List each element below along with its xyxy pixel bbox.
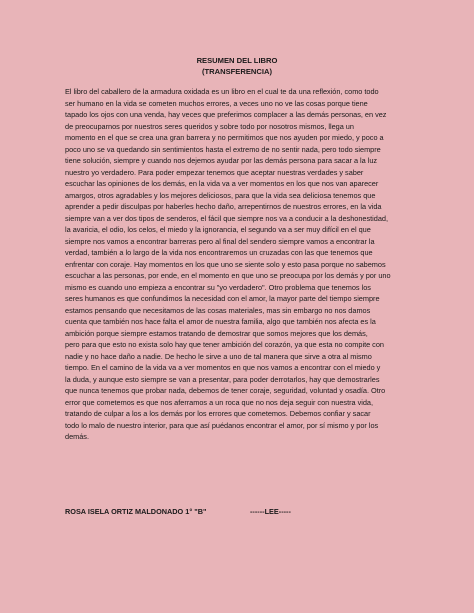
text-line: siempre van a ver dos tipos de senderos, el fácil que siempre nos va a conducir a la deshonestidad, — [65, 213, 388, 223]
text-line: escuchar a las personas, por ende, en el momento en que uno se preocupa por los demás y por uno — [65, 271, 391, 280]
text-line: poco uno se va quedando sin sentimientos hasta el extremo de no sentir nada, pero todo siempre — [65, 144, 381, 154]
text-line: mismo es cuando uno empieza a encontrar su "yo verdadero". Otro problema que tenemos los — [65, 282, 371, 292]
text-line: ambición porque siempre estamos tratando de demostrar que somos mejores que los demás, — [65, 328, 368, 338]
document-subtitle: (TRANSFERENCIA) — [201, 67, 273, 76]
text-line: estamos pensando que necesitamos de las cosas materiales, mas sin embargo no nos damos — [65, 305, 371, 315]
text-line: ser humano en la vida se cometen muchos errores, a veces uno no ve las cosas porque tiene — [65, 98, 368, 108]
text-line: error que cometemos es que nos aferramos a un roca que no nos deja seguir con nuestra vida, — [65, 397, 374, 407]
text-line: aprender a pedir disculpas por haberles hecho daño, arrepentirnos de nuestros errores, en la vida — [65, 202, 382, 211]
text-line: la avaricia, el odio, los celos, el miedo y la ignorancia, el segundo va a ser muy difícil en el que — [65, 225, 371, 234]
text-line: siempre nos vamos a encontrar barreras pero al final del sendero siempre vamos a encontrar la — [65, 236, 375, 246]
text-line: tiene solución, siempre y cuando nos dejemos ayudar por las demás persona para sacar a la luz — [65, 156, 378, 165]
text-line: nuestro yo verdadero. Para poder empezar tenemos que aceptar nuestras verdades y saber — [65, 167, 364, 177]
text-line: enfrentar con coraje. Hay momentos en los que uno se siente solo y esto pasa porque no sabemos — [65, 259, 386, 269]
text-line: amargos, otros agradables y los mejores deliciosos, para que la vida sea deliciosa tenemos que — [65, 190, 376, 200]
text-line: momento en el que se crea una gran barrera y no permitimos que nos ayuden por miedo, y poco a — [65, 133, 384, 142]
text-line: de preocuparnos por nuestros seres queridos y sobre todo por nosotros mismos, llega un — [65, 121, 354, 131]
text-line: El libro del caballero de la armadura oxidada es un libro en el cual te da una reflexión, como todo — [65, 87, 379, 96]
text-line: nadie y no hace daño a nadie. De hecho le sirve a uno de tal manera que sirve a otra al mismo — [65, 351, 372, 361]
document-title: RESUMEN DEL LIBRO — [196, 56, 278, 65]
summary-body — [65, 86, 425, 443]
text-line: verdad, también a lo largo de la vida nos encontraremos un cruzadas con las que tenemos que — [65, 248, 373, 257]
text-line: tapado los ojos con una venda, hay veces que preferimos complacer a las demás personas, en vez — [65, 110, 387, 119]
text-line: cuenta que también nos hace falta el amor de nuestra familia, algo que también nos afecta es la — [65, 317, 376, 326]
text-line: la duda, y aunque esto siempre se van a presentar, para poder derrotarlos, hay que demostrarles — [65, 374, 380, 384]
text-line: pero para que esto no exista solo hay que tener ambición del corazón, ya que esta no compite con — [65, 340, 384, 349]
author-name: ROSA ISELA ORTIZ MALDONADO 1° "B" — [65, 507, 207, 516]
text-line: todo lo malo de nuestro interior, para que así puédanos encontrar el amor, por sí mismo y por los — [65, 420, 379, 430]
text-line: escuchar las opiniones de los demás, en la vida va a ver momentos en los que nos van aparecer — [65, 179, 379, 188]
text-line: tratando de culpar a los a los demás por los errores que cometemos. Debemos confiar y sacar — [65, 409, 371, 418]
text-line: que nunca tenemos que probar nada, debemos de tener coraje, seguridad, voluntad y osadía. Otro — [65, 386, 386, 395]
text-line: demás. — [65, 432, 89, 441]
text-line: tiempo. En el camino de la vida va a ver momentos en que nos vamos a encontrar con el miedo y — [65, 363, 381, 372]
text-line: seres humanos es que confundimos la necesidad con el amor, la mayor parte del tiempo siempre — [65, 294, 380, 303]
group-label: ------LEE----- — [250, 507, 291, 516]
